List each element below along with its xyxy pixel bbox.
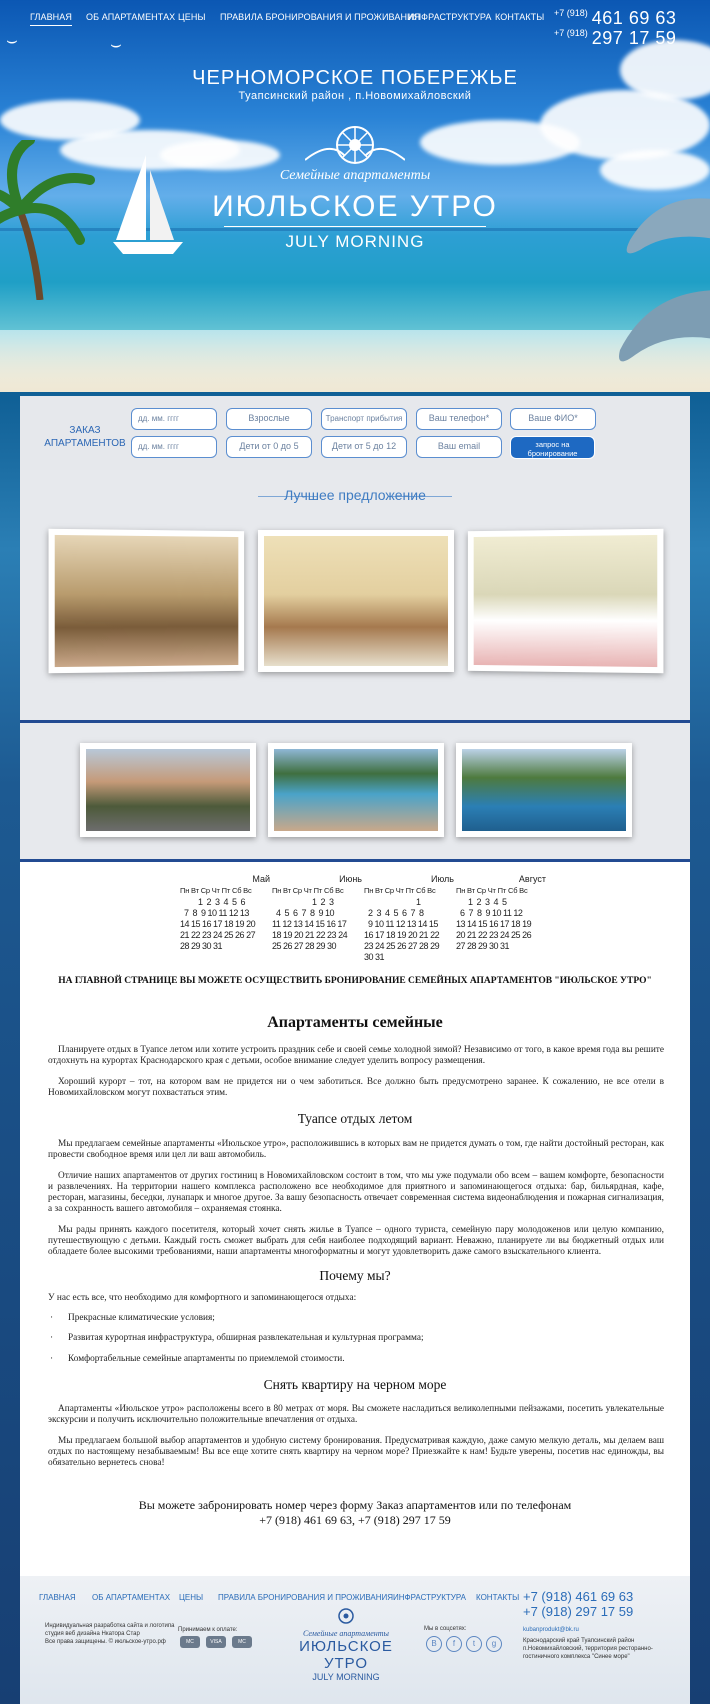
transport-input[interactable]: Транспорт прибытия <box>321 408 407 430</box>
seagull-icon: ⌣ <box>110 34 122 54</box>
paragraph-7: Апартаменты «Июльское утро» расположены всего в 80 метрах от моря. Вы сможете насладиться великолепными пейзажами, посетить увлекательные экскурсии и получить исключительно положительные впечатления от отдыха. <box>48 1404 664 1425</box>
list-item: · Прекрасные климатические условия; <box>50 1313 215 1323</box>
footer-address-3: гостиничного комплекса "Синее море" <box>523 1654 630 1660</box>
logo-brand: ИЮЛЬСКОЕ УТРО <box>212 190 498 223</box>
mastercard-icon: MC <box>180 1636 200 1648</box>
logo-emblem-icon <box>305 120 405 172</box>
best-offer-title: Лучшее предложение <box>284 487 426 503</box>
checkin-date-input[interactable]: дд. мм. гггг <box>131 408 217 430</box>
district-subtitle: Туапсинский район , п.Новомихайловский <box>238 90 472 102</box>
twitter-icon[interactable]: t <box>466 1636 482 1652</box>
section-heading-rent: Снять квартиру на черном море <box>263 1377 447 1392</box>
paragraph-3: Мы предлагаем семейные апартаменты «Июльское утро», расположившись в которых вам не придется думать о том, где найти достойный ресторан, как провести свободное время или цел ли ваш автомобиль. <box>48 1139 664 1160</box>
facebook-icon[interactable]: f <box>446 1636 462 1652</box>
calendar-month-june: Июнь Пн Вт Ср Чт Пт Сб Вс 1 2 3 4 5 6 7 8 9 10 11 12 13 14 15 16 17 18 19 20 21 22 23 24 25 26 27 28 29 30 <box>272 874 362 951</box>
paragraph-4: Отличие наших апартаментов от других гостиниц в Новомихайловском состоит в том, что мы уже подумали обо всем – вашем комфорте, безопасности и развлечениях. На территории нашего комплекса расположено все необходимое для приятного и запоминающегося отдыха: бар, бильярдная, кафе, ресторан, магазины, беседки, лунапарк и многое другое. За вашу безопасность отвечает современная система видеонаблюдения и пожарная сигнализация, а за сохранность вашего автомобиля – охраняемая стоянка. <box>48 1171 664 1214</box>
paragraph-5: Мы рады принять каждого посетителя, который хочет снять жилье в Туапсе – одного туриста, семейную пару молодоженов или целую компанию, путешествующую с детьми. Каждый гость сможет выбрать для себя наиболее подходящий вариант. Неважно, планируете ли вы бюджетный отдых или обладаете более высокими требованиями, наши апартаменты многоформатны и могут удовлетворить даже самого взыскательного клиента. <box>48 1225 664 1257</box>
footer-nav-about[interactable]: ОБ АПАРТАМЕНТАХ <box>92 1593 171 1602</box>
footer-dev-line-1[interactable]: Индивидуальная разработка сайта и логотипа <box>45 1623 175 1629</box>
nav-infrastructure[interactable]: ИНФРАСТРУКТУРА <box>408 12 492 22</box>
logo-divider <box>224 226 486 227</box>
social-label: Мы в соцсетях: <box>424 1626 467 1632</box>
page-title: Апартаменты семейные <box>267 1014 443 1031</box>
gallery-photo-beach[interactable] <box>268 743 444 837</box>
vk-icon[interactable]: B <box>426 1636 442 1652</box>
footer-nav-contacts[interactable]: КОНТАКТЫ <box>476 1593 520 1602</box>
email-input[interactable]: Ваш email <box>416 436 502 458</box>
nav-home[interactable]: ГЛАВНАЯ <box>30 12 72 26</box>
top-nav <box>0 0 710 48</box>
list-item: · Комфортабельные семейные апартаменты по приемлемой стоимости. <box>50 1354 345 1364</box>
footer-dev-line-2: студия веб дизайна Нкатора Стар <box>45 1631 140 1637</box>
seagull-icon: ⌣ <box>6 30 18 50</box>
section-heading-tuapse: Туапсе отдых летом <box>297 1111 413 1126</box>
checkout-date-input[interactable]: дд. мм. гггг <box>131 436 217 458</box>
paragraph-6: У нас есть все, что необходимо для комфортного и запоминающегося отдыха: <box>48 1293 357 1303</box>
footer-nav-booking-rules[interactable]: ПРАВИЛА БРОНИРОВАНИЯ И ПРОЖИВАНИЯ <box>218 1593 394 1602</box>
footer-phone-2[interactable]: +7 (918) 297 17 59 <box>523 1604 634 1619</box>
kids-5-12-input[interactable]: Дети от 5 до 12 <box>321 436 407 458</box>
best-offer-photo-living-room[interactable] <box>49 529 245 673</box>
logo-brand-en: JULY MORNING <box>285 232 425 251</box>
payment-label: Принимаем к оплате: <box>178 1627 238 1633</box>
list-item: · Развитая курортная инфраструктура, обширная развлекательная и культурная программа; <box>50 1333 424 1343</box>
footer-logo-emblem-icon <box>326 1606 366 1624</box>
booking-call-text: Вы можете забронировать номер через форму Заказ апартаментов или по телефонам <box>138 1498 572 1512</box>
footer-copyright: Все права защищены. © июльское-утро.рф <box>45 1639 166 1645</box>
phone-input[interactable]: Ваш телефон* <box>416 408 502 430</box>
fio-input[interactable]: Ваше ФИО* <box>510 408 596 430</box>
footer-nav-home[interactable]: ГЛАВНАЯ <box>39 1593 76 1602</box>
footer-address-2: п.Новомихайловский, территория ресторанно- <box>523 1646 653 1652</box>
logo-subtitle: Семейные апартаменты <box>279 168 431 183</box>
nav-contacts[interactable]: КОНТАКТЫ <box>495 12 545 22</box>
footer-phone-1[interactable]: +7 (918) 461 69 63 <box>523 1589 634 1604</box>
calendar-month-may: Май Пн Вт Ср Чт Пт Сб Вс 1 2 3 4 5 6 7 8 9 10 11 12 13 14 15 16 17 18 19 20 21 22 23 24 25 26 27 28 29 30 31 <box>180 874 270 951</box>
booking-form-label: ЗАКАЗ АПАРТАМЕНТОВ <box>44 425 126 449</box>
nav-booking-rules[interactable]: ПРАВИЛА БРОНИРОВАНИЯ И ПРОЖИВАНИЯ <box>220 12 421 22</box>
kids-0-5-input[interactable]: Дети от 0 до 5 <box>226 436 312 458</box>
footer-logo-brand-en: JULY MORNING <box>312 1672 380 1682</box>
intro-caps-heading: НА ГЛАВНОЙ СТРАНИЦЕ ВЫ МОЖЕТЕ ОСУЩЕСТВИТЬ БРОНИРОВАНИЕ СЕМЕЙНЫХ АПАРТАМЕНТОВ "ИЮЛЬСКОЕ УТРО" <box>58 976 652 986</box>
nav-about[interactable]: ОБ АПАРТАМЕНТАХ <box>86 12 176 22</box>
booking-call-phones[interactable]: +7 (918) 461 69 63, +7 (918) 297 17 59 <box>259 1513 451 1527</box>
footer-nav-prices[interactable]: ЦЕНЫ <box>179 1593 204 1602</box>
gallery-photo-building[interactable] <box>80 743 256 837</box>
footer-email[interactable]: kubanprodukt@bk.ru <box>523 1627 579 1633</box>
footer-nav-infrastructure[interactable]: ИНФРАСТРУКТУРА <box>393 1593 466 1602</box>
paragraph-8: Мы предлагаем большой выбор апартаментов и удобную систему бронирования. Предусматривая каждую, даже самую мелкую деталь, мы делаем ваш отдых по настоящему незабываемым! Вы все еще хотите снять квартиру на черном море? Приезжайте к нам! Будьте уверены, посетив нас единожды, вы обязательно вернетесь снова! <box>48 1436 664 1468</box>
booking-submit-button[interactable]: запрос на бронирование <box>510 436 595 459</box>
adults-input[interactable]: Взрослые <box>226 408 312 430</box>
visa-icon: VISA <box>206 1636 226 1648</box>
best-offer-photo-bedroom[interactable] <box>468 529 664 673</box>
gallery-photo-coast[interactable] <box>456 743 632 837</box>
nav-prices[interactable]: ЦЕНЫ <box>178 12 206 22</box>
calendar-month-july: Июль Пн Вт Ср Чт Пт Сб Вс 1 2 3 4 5 6 7 8 9 10 11 12 13 14 15 16 17 18 19 20 21 22 23 24 25 26 27 28 29 30 31 <box>364 874 454 962</box>
footer-logo-subtitle: Семейные апартаменты <box>303 1629 389 1638</box>
maestro-icon: MC <box>232 1636 252 1648</box>
header-phone-2[interactable]: $^{+7 (918)}$ 297 17 59 <box>554 28 677 48</box>
calendar-month-august: Август Пн Вт Ср Чт Пт Сб Вс 1 2 3 4 5 6 7 8 9 10 11 12 13 14 15 16 17 18 19 20 21 22 23 24 25 26 27 28 29 30 31 <box>456 874 546 951</box>
google-plus-icon[interactable]: g <box>486 1636 502 1652</box>
best-offer-photo-lounge[interactable] <box>258 530 454 672</box>
paragraph-1: Планируете отдых в Туапсе летом или хотите устроить праздник себе и своей семье холодной зимой? Независимо от того, в какое время года вы решите отдохнуть на курортах Краснодарского края с детьми, особое внимание следует уделить вопросу размещения. <box>48 1045 664 1066</box>
section-heading-why-us: Почему мы? <box>319 1268 391 1283</box>
footer-logo-brand: ИЮЛЬСКОЕ УТРО <box>299 1638 393 1672</box>
footer-address-1: Краснодарский край Туапсинский район <box>523 1638 635 1644</box>
region-title: ЧЕРНОМОРСКОЕ ПОБЕРЕЖЬЕ <box>192 67 518 89</box>
footer-logo[interactable] <box>278 1606 414 1682</box>
header-phone-1[interactable]: $^{+7 (918)}$ 461 69 63 <box>554 8 677 28</box>
paragraph-2: Хороший курорт – тот, на котором вам не придется ни о чем заботиться. Все должно быть предусмотрено заранее. К сожалению, не все отели в Новомихайловском могут похвастаться этим. <box>48 1077 664 1098</box>
section-divider <box>20 859 690 862</box>
